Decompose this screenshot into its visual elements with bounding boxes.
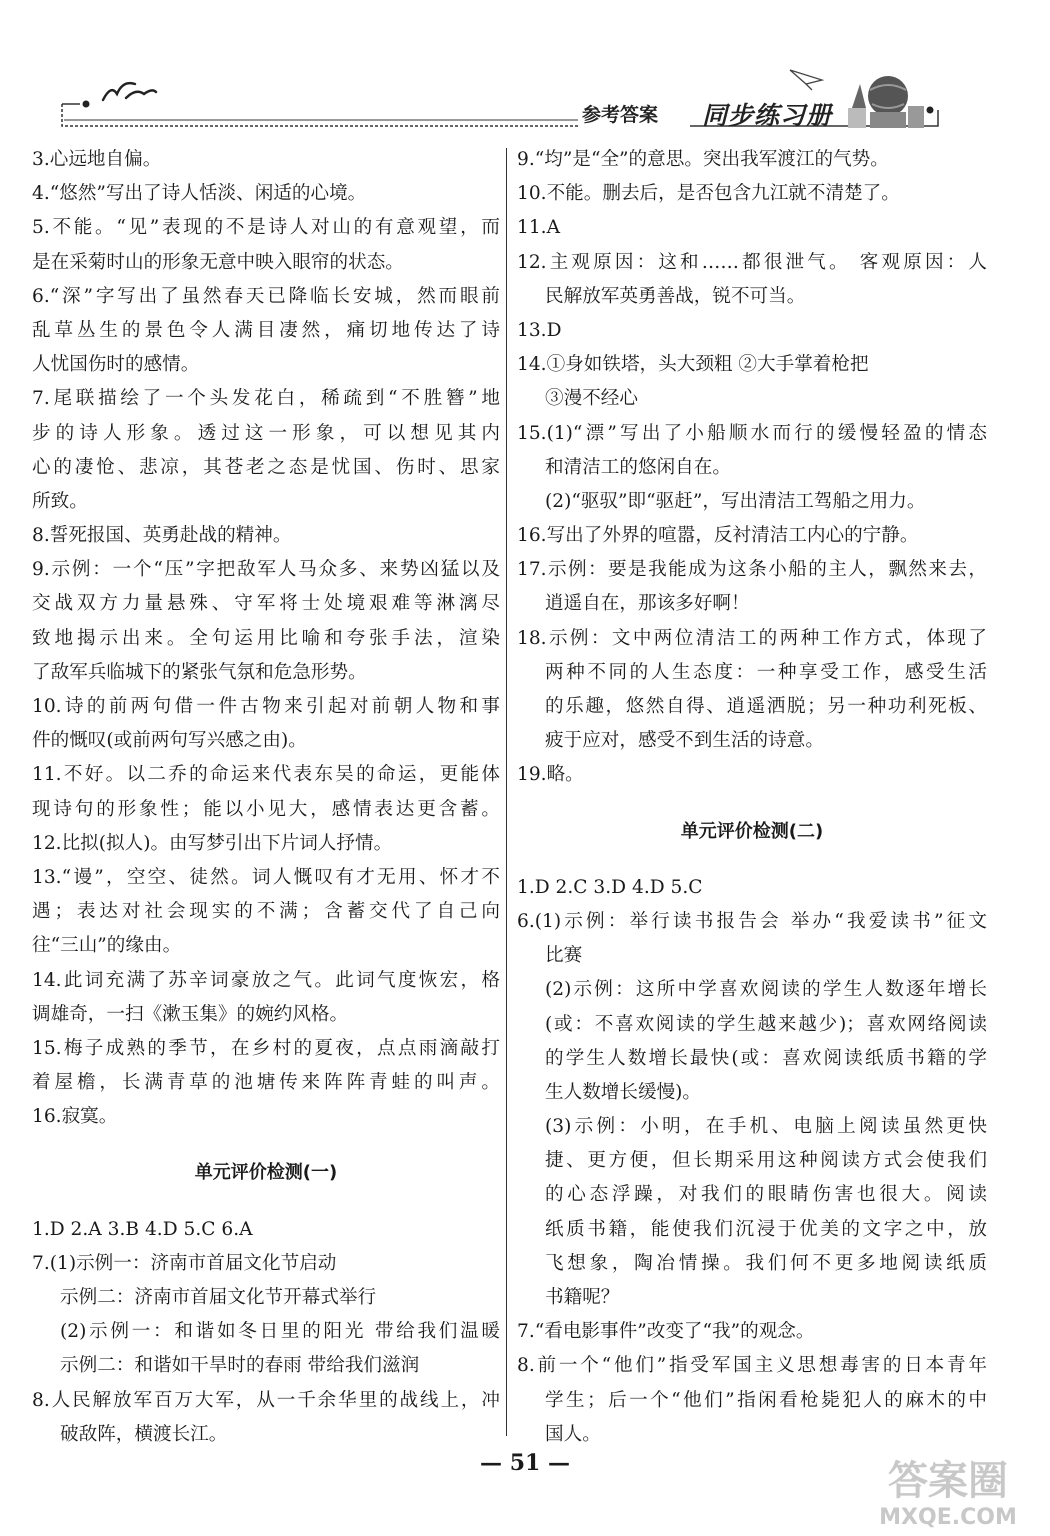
section-title: 单元评价检测(一) xyxy=(194,1162,338,1184)
birds-icon xyxy=(103,83,156,100)
header-decoration xyxy=(0,0,1050,150)
answer-line: 所致。 xyxy=(32,490,88,512)
answer-line: 12.比拟(拟人)。由写梦引出下片词人抒情。 xyxy=(32,832,393,854)
answer-line: 飞想象，陶冶情操。我们何不更多地阅读纸质 xyxy=(545,1252,987,1274)
answer-line: 示例二：济南市首届文化节开幕式举行 xyxy=(60,1287,377,1308)
header-label: 参考答案 xyxy=(582,104,659,126)
answer-line: 13.D xyxy=(517,319,562,341)
answer-line: 15.梅子成熟的季节，在乡村的夏夜，点点雨滴敲打 xyxy=(32,1037,500,1059)
answer-line: 16.寂寞。 xyxy=(32,1106,118,1128)
answer-line: 16.写出了外界的喧嚣，反衬清洁工内心的宁静。 xyxy=(517,525,919,547)
answer-line: 调雄奇，一扫《漱玉集》的婉约风格。 xyxy=(32,1003,349,1025)
answer-line: 了敌军兵临城下的紧张气氛和危急形势。 xyxy=(32,661,367,683)
answer-line: 书籍呢？ xyxy=(545,1287,620,1308)
answer-line: (3)示例：小明，在手机、电脑上阅读虽然更快 xyxy=(545,1116,987,1138)
answer-line: 交战双方力量悬殊、守军将士处境艰难等淋漓尽 xyxy=(32,593,500,615)
watermark-url: MXQE.COM xyxy=(879,1505,1017,1530)
answer-line: 捷、更方便，但长期采用这种阅读方式会使我们 xyxy=(545,1150,987,1172)
answer-line: (2)“驱驭”即“驱赶”，写出清洁工驾船之用力。 xyxy=(545,490,926,512)
answer-line: 19.略。 xyxy=(517,764,584,786)
answer-line: 遇；表达对社会现实的不满；含蓄交代了自己向 xyxy=(32,901,500,923)
answer-line: 11.A xyxy=(517,217,560,239)
answer-line: 1.D 2.C 3.D 4.D 5.C xyxy=(517,876,703,898)
answer-line: 的乐趣，悠然自得、逍遥洒脱；另一种功利死板、 xyxy=(545,696,987,717)
header-dot-icon xyxy=(83,101,90,108)
watermark-text: 答案圈 xyxy=(888,1458,1008,1504)
answer-line: 6.“深”字写出了虽然春天已降临长安城，然而眼前 xyxy=(32,285,500,307)
header-book-title: 同步练习册 xyxy=(702,101,833,130)
answer-line: 15.(1)“漂”写出了小船顺水而行的缓慢轻盈的情态 xyxy=(517,422,987,444)
answer-line: (2)示例一：和谐如冬日里的阳光 带给我们温暖 xyxy=(60,1321,500,1343)
answer-line: 1.D 2.A 3.B 4.D 5.C 6.A xyxy=(32,1218,253,1240)
answer-line: 学生；后一个“他们”指闲看枪毙犯人的麻木的中 xyxy=(545,1389,987,1411)
answer-line: 是在采菊时山的形象无意中映入眼帘的状态。 xyxy=(32,251,404,273)
answer-line: 14.此词充满了苏辛词豪放之气。此词气度恢宏，格 xyxy=(32,969,500,991)
answer-line: 7.尾联描绘了一个头发花白，稀疏到“不胜簪”地 xyxy=(32,388,500,410)
answer-line: (2)示例：这所中学喜欢阅读的学生人数逐年增长 xyxy=(545,979,987,1001)
answer-line: 12.主观原因：这和……都很泄气。 客观原因：人 xyxy=(517,251,987,273)
answer-line: 7.(1)示例一：济南市首届文化节启动 xyxy=(32,1252,337,1274)
answer-line: 9.“均”是“全”的意思。突出我军渡江的气势。 xyxy=(517,149,889,170)
answer-line: 14.①身如铁塔，头大颈粗 ②大手掌着枪把 xyxy=(517,354,869,376)
answer-line: 11.不好。以二乔的命运来代表东吴的命运，更能体 xyxy=(32,764,500,786)
answer-line: 10.不能。删去后，是否包含九江就不清楚了。 xyxy=(517,183,900,205)
answer-line: 心的凄怆、悲凉，其苍老之态是忧国、伤时、思家 xyxy=(32,456,500,478)
answer-line: 18.示例：文中两位清洁工的两种工作方式，体现了 xyxy=(517,627,987,649)
answer-line: 往“三山”的缘由。 xyxy=(32,935,182,957)
answer-line: 两种不同的人生态度：一种享受工作，感受生活 xyxy=(545,661,987,683)
watermark-logo-icon xyxy=(858,1450,1038,1530)
answer-line: (或：不喜欢阅读的学生越来越少)；喜欢网络阅读 xyxy=(545,1013,987,1035)
answer-line: 比赛 xyxy=(545,945,583,967)
answer-line: 10.诗的前两句借一件古物来引起对前朝人物和事 xyxy=(32,696,500,717)
page-number: — 51 — xyxy=(480,1450,570,1476)
answer-line: 民解放军英勇善战，锐不可当。 xyxy=(545,285,806,307)
answer-line: 逍遥自在，那该多好啊！ xyxy=(545,593,750,615)
answer-line: 4.“悠然”写出了诗人恬淡、闲适的心境。 xyxy=(32,183,367,205)
globe-illustration-icon xyxy=(848,76,924,128)
answer-line: 8.誓死报国、英勇赴战的精神。 xyxy=(32,525,292,547)
answer-line: 13.“谩”，空空、徒然。词人慨叹有才无用、怀才不 xyxy=(32,866,500,888)
answer-line: 的学生人数增长最快(或：喜欢阅读纸质书籍的学 xyxy=(545,1047,987,1069)
answer-line: 17.示例：要是我能成为这条小船的主人，飘然来去， xyxy=(517,559,987,581)
answer-line: 步的诗人形象。透过这一形象，可以想见其内 xyxy=(32,422,500,444)
answer-line: 致地揭示出来。全句运用比喻和夸张手法，渲染 xyxy=(32,627,500,649)
answer-line: 生人数增长缓慢)。 xyxy=(545,1081,702,1103)
column-divider xyxy=(506,148,507,1436)
answer-line: 7.“看电影事件”改变了“我”的观念。 xyxy=(517,1321,815,1343)
answer-line: ③漫不经心 xyxy=(545,388,638,410)
answer-line: 9.示例：一个“压”字把敌军人马众多、来势凶猛以及 xyxy=(32,559,500,581)
section-title: 单元评价检测(二) xyxy=(680,820,824,842)
answer-line: 着屋檐，长满青草的池塘传来阵阵青蛙的叫声。 xyxy=(32,1072,500,1094)
answer-line: 和清洁工的悠闲自在。 xyxy=(545,456,731,478)
answer-line: 乱草丛生的景色令人满目凄然，痛切地传达了诗 xyxy=(32,319,500,341)
left-column xyxy=(32,143,500,1452)
answer-line: 6.(1)示例：举行读书报告会 举办“我爱读书”征文 xyxy=(517,910,987,932)
answer-line: 的心态浮躁，对我们的眼睛伤害也很大。阅读 xyxy=(545,1184,987,1206)
answer-line: 示例二：和谐如干旱时的春雨 带给我们滋润 xyxy=(60,1355,420,1377)
answer-line: 3.心远地自偏。 xyxy=(32,149,162,170)
answer-line: 人忧国伤时的感情。 xyxy=(32,354,200,376)
right-column xyxy=(517,143,987,1452)
answer-line: 国人。 xyxy=(545,1423,601,1445)
answer-line: 5.不能。“见”表现的不是诗人对山的有意观望，而 xyxy=(32,217,500,239)
answer-line: 8.前一个“他们”指受军国主义思想毒害的日本青年 xyxy=(517,1355,987,1377)
answer-line: 现诗句的形象性；能以小见大，感情表达更含蓄。 xyxy=(32,798,500,820)
answer-line: 纸质书籍，能使我们沉浸于优美的文字之中，放 xyxy=(545,1218,987,1240)
page-header xyxy=(0,0,1050,150)
answer-line: 破敌阵，横渡长江。 xyxy=(60,1423,228,1445)
answer-line: 疲于应对，感受不到生活的诗意。 xyxy=(545,730,824,752)
paper-plane-icon xyxy=(790,70,822,90)
answer-line: 件的慨叹(或前两句写兴感之由)。 xyxy=(32,730,307,752)
answer-line: 8.人民解放军百万大军，从一千余华里的战线上，冲 xyxy=(32,1389,500,1411)
